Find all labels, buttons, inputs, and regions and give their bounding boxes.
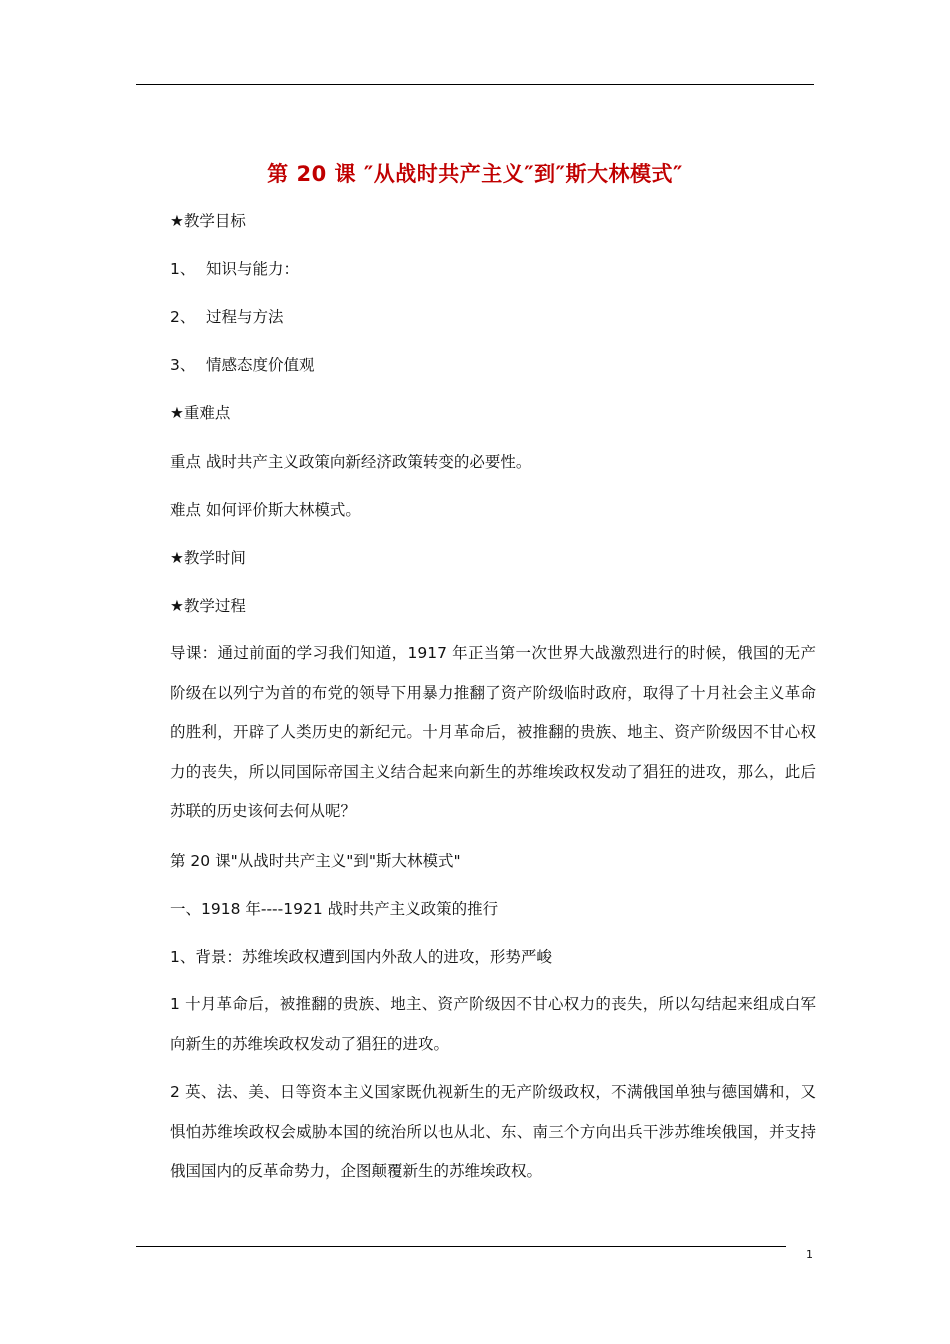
objective-number: 3、 [170, 356, 196, 374]
objective-number: 1、 [170, 260, 196, 278]
objective-text: 知识与能力： [206, 260, 300, 278]
process-heading: ★教学过程 [170, 597, 246, 615]
time-heading: ★教学时间 [170, 549, 246, 567]
header-rule [136, 84, 814, 85]
objective-number: 2、 [170, 308, 196, 326]
point-two-paragraph: 2 英、法、美、日等资本主义国家既仇视新生的无产阶级政权，不满俄国单独与德国媾和，又惧怕苏维埃政权会威胁本国的统治所以也从北、东、南三个方向出兵干涉苏维埃俄国，并支持俄国国内的反革命势力，企图颠覆新生的苏维埃政权。 [170, 1083, 816, 1180]
footer-rule [136, 1246, 786, 1247]
key-points-heading: ★重难点 [170, 404, 231, 422]
objectives-heading: ★教学目标 [170, 212, 246, 230]
page-number: 1 [806, 1248, 813, 1261]
key-point: 重点 战时共产主义政策向新经济政策转变的必要性。 [170, 453, 532, 471]
section-one-heading: 一、1918 年----1921 战时共产主义政策的推行 [170, 900, 499, 918]
intro-paragraph: 导课：通过前面的学习我们知道，1917 年正当第一次世界大战激烈进行的时候，俄国的无产阶级在以列宁为首的布党的领导下用暴力推翻了资产阶级临时政府，取得了十月社会主义革命的胜利，开辟了人类历史的新纪元。十月革命后，被推翻的贵族、地主、资产阶级因不甘心权力的丧失，所以同国际帝国主义结合起来向新生的苏维埃政权发动了猖狂的进攻，那么，此后苏联的历史该何去何从呢？ [170, 644, 816, 820]
background-heading: 1、背景：苏维埃政权遭到国内外敌人的进攻，形势严峻 [170, 948, 552, 966]
objective-item [170, 259, 299, 279]
objective-item [170, 355, 315, 375]
lesson-title-plain: 第 20 课"从战时共产主义"到"斯大林模式" [170, 852, 461, 870]
difficult-point: 难点 如何评价斯大林模式。 [170, 501, 361, 519]
point-one-paragraph: 1 十月革命后，被推翻的贵族、地主、资产阶级因不甘心权力的丧失，所以勾结起来组成白军向新生的苏维埃政权发动了猖狂的进攻。 [170, 995, 816, 1053]
page-title: 第 20 课 ″从战时共产主义″到″斯大林模式″ [267, 162, 683, 186]
objective-text: 过程与方法 [206, 308, 284, 326]
objective-text: 情感态度价值观 [206, 356, 315, 374]
objective-item [170, 307, 284, 327]
